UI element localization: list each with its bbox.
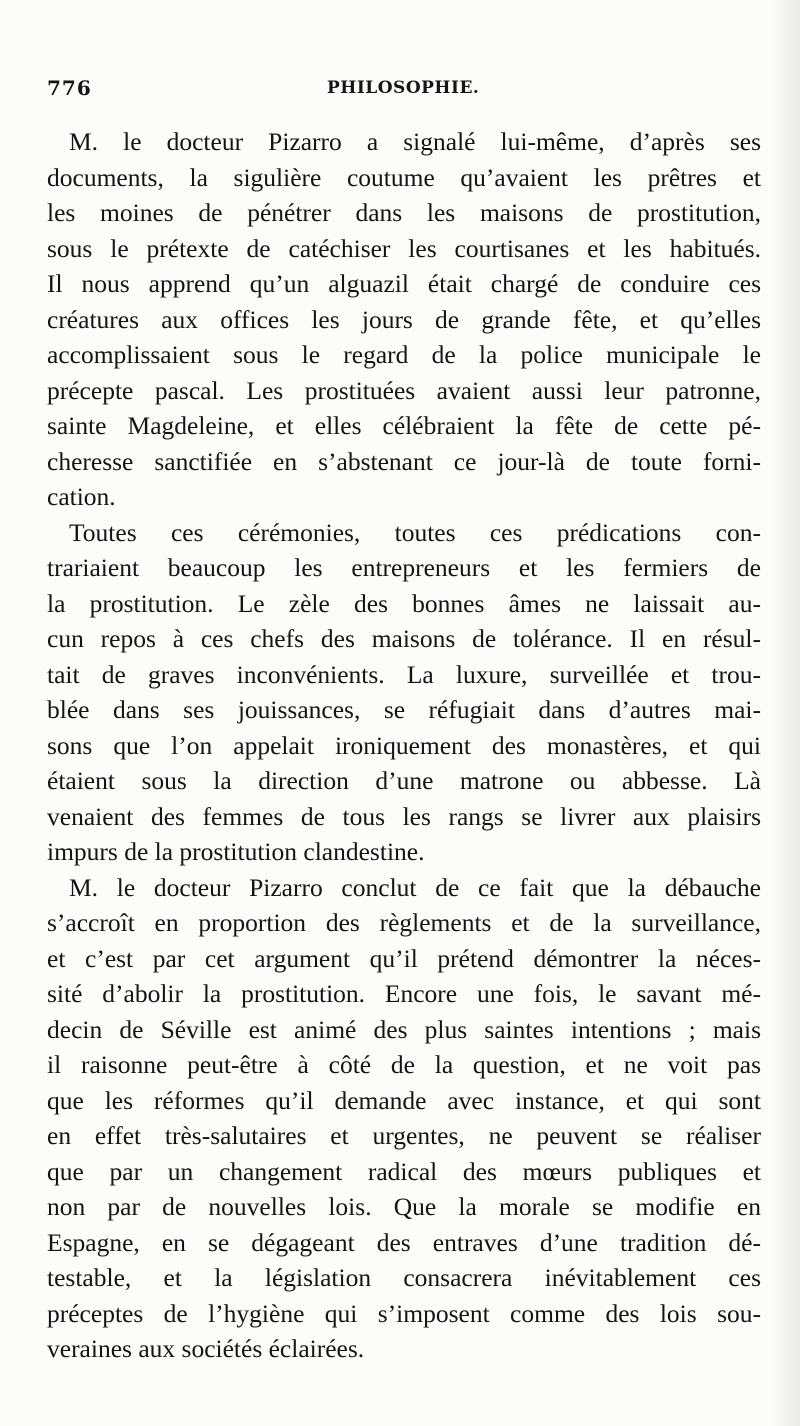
text-line: accomplissaient sous le regard de la police municipale le [47,340,761,369]
paragraph-2 [47,515,761,870]
text-line: sons que l’on appelait ironiquement des monastères, et qui [47,730,761,760]
text-line: cheresse sanctifiée en s’abstenant ce jour-là de toute forni- [47,446,761,476]
page-number: 776 [47,76,92,100]
text-line: tait de graves inconvénients. La luxure, surveillée et trou- [47,659,761,689]
text-line: veraines aux sociétés éclairées. [47,1334,365,1363]
body-text [47,124,761,1367]
text-line: cun repos à ces chefs des maisons de tolérance. Il en résul- [47,624,761,653]
page-edge-shadow [770,0,800,1426]
text-line: la prostitution. Le zèle des bonnes âmes ne laissait au- [47,588,761,618]
paragraph-1 [47,124,761,515]
text-line: s’accroît en proportion des règlements et de la surveillance, [47,908,761,937]
text-line: sité d’abolir la prostitution. Encore une fois, le savant mé- [47,979,761,1008]
text-line: impurs de la prostitution clandestine. [47,837,425,866]
text-line: venaient des femmes de tous les rangs se livrer aux plaisirs [47,801,761,831]
running-title: PHILOSOPHIE. [327,78,480,98]
text-line: testable, et la législation consacrera inévitablement ces [47,1263,761,1292]
text-line: trariaient beaucoup les entrepreneurs et les fermiers de [47,553,761,582]
text-line: Espagne, en se dégageant des entraves d’une tradition dé- [47,1227,761,1257]
text-line: blée dans ses jouissances, se réfugiait dans d’autres mai- [47,695,761,724]
text-line: M. le docteur Pizarro a signalé lui-même, d’après ses [69,127,761,156]
text-line: il raisonne peut-être à côté de la question, et ne voit pas [47,1050,761,1079]
text-line: en effet très-salutaires et urgentes, ne peuvent se réaliser [47,1121,761,1150]
text-line: M. le docteur Pizarro conclut de ce fait que la débauche [69,872,761,902]
text-line: cation. [47,482,116,511]
text-line: sous le prétexte de catéchiser les courtisanes et les habitués. [47,233,761,263]
text-line: créatures aux offices les jours de grande fête, et qu’elles [47,304,761,334]
text-line: étaient sous la direction d’une matrone ou abbesse. Là [47,766,761,795]
text-line: précepte pascal. Les prostituées avaient aussi leur patronne, [47,375,761,405]
text-line: les moines de pénétrer dans les maisons de prostitution, [47,198,761,227]
text-line: que par un changement radical des mœurs publiques et [47,1156,761,1186]
text-line: non par de nouvelles lois. Que la morale se modifie en [47,1192,761,1221]
text-line: Toutes ces cérémonies, toutes ces prédications con- [69,517,761,547]
page-header [47,76,767,106]
text-line: préceptes de l’hygiène qui s’imposent comme des lois sou- [47,1298,761,1328]
text-line: et c’est par cet argument qu’il prétend démontrer la néces- [47,943,761,973]
text-line: que les réformes qu’il demande avec instance, et qui sont [47,1085,761,1115]
text-line: decin de Séville est animé des plus saintes intentions ; mais [47,1014,761,1044]
text-line: sainte Magdeleine, et elles célébraient la fête de cette pé- [47,411,761,440]
text-line: Il nous apprend qu’un alguazil était chargé de conduire ces [47,269,761,298]
text-line: documents, la sigulière coutume qu’avaient les prêtres et [47,162,761,192]
paragraph-3 [47,870,761,1367]
